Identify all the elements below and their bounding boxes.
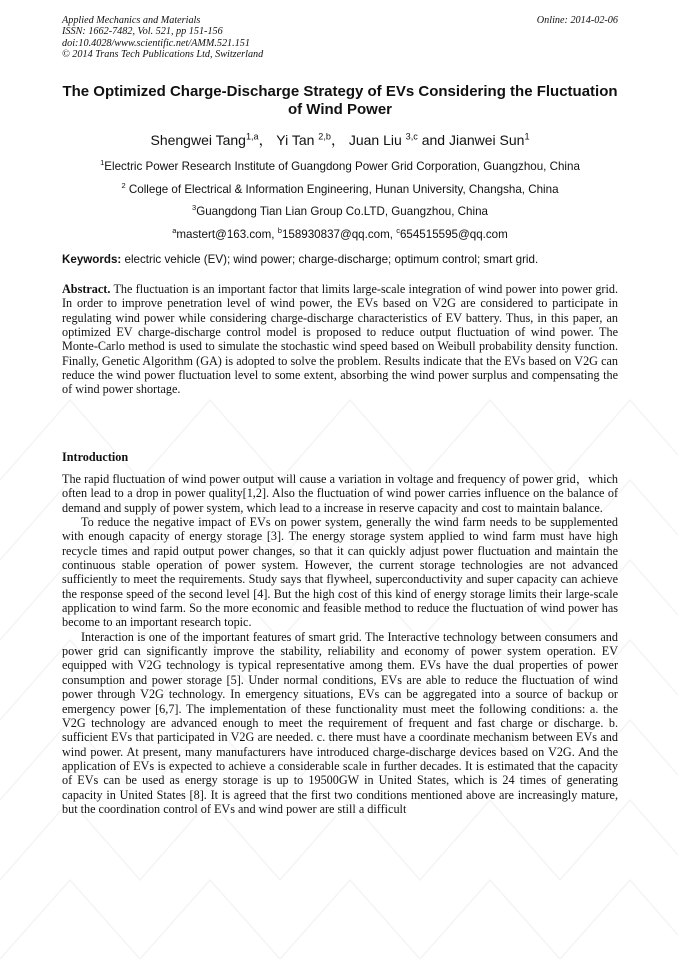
email-sup: c [396,226,400,236]
author-name: Jianwei Sun [448,132,525,148]
email-link[interactable]: mastert@163.com, [176,228,278,241]
keywords-text: electric vehicle (EV); wind power; charge-discharge; optimum control; smart grid. [121,253,539,266]
issn-line: ISSN: 1662-7482, Vol. 521, pp 151-156 [62,26,223,38]
keywords [62,253,618,267]
affiliation-3 [62,205,618,219]
author-list [62,131,618,149]
paragraph: To reduce the negative impact of EVs on power system, generally the wind farm needs to be supplemented with enough capacity of energy storage [3]. The energy storage system applied to wind farm must have high recycle times and rapid output power changes, so that it can quickly adjust power fluctuation and maintain the continuous stable operation of power system. However, the current storage technologies are not advanced sufficiently to meet the requirements. Study says that flywheel, superconductivity and super capacity can achieve the response speed of the second level [4]. But the high cost of this kind of energy storage limits their large-scale application to wind farm. So the more economic and feasible method to reduce the fluctuation of wind power has become to an important research topic. [62,515,618,630]
journal-header [62,15,618,61]
introduction-body [62,472,618,816]
affiliation-1 [62,160,618,174]
affiliation-sup: 2 [121,181,126,191]
abstract-label: Abstract. [62,282,111,296]
introduction-heading: Introduction [62,450,129,464]
email-link[interactable]: 158930837@qq.com, [281,228,397,241]
author-sup: 2,b [318,131,331,142]
affiliation-2 [62,183,618,197]
email-line [62,228,618,242]
author-name: Shengwei Tang [150,132,246,148]
affiliation-sup: 1 [100,158,105,168]
online-date: Online: 2014-02-06 [536,15,618,26]
affiliation-sup: 3 [192,203,197,213]
author-separator: ， [330,132,345,148]
author-separator: ， [258,132,273,148]
author-sup: 3,c [405,131,418,142]
affiliation-text: College of Electrical & Information Engineering, Hunan University, Changsha, China [125,183,559,196]
email-sup: a [172,226,177,236]
paper-title: The Optimized Charge-Discharge Strategy of EVs Considering the Fluctuation of Wind Power [62,83,618,118]
journal-name: Applied Mechanics and Materials [62,15,201,26]
abstract-text: The fluctuation is an important factor that limits large-scale integration of wind power into power grid. In order to improve penetration level of wind power, the EVs based on V2G are considered to participate in regulating wind power while considering charge-discharge characteristics of EV battery. Thus, in this paper, an optimized EV charge-discharge control model is proposed to reduce output fluctuation of wind power. The Monte-Carlo method is used to simulate the stochastic wind speed based on Weibull probability density function. Finally, Genetic Algorithm (GA) is adopted to solve the problem. Results indicate that the EVs based on V2G can reduce the wind power fluctuation level to some extent, absorbing the wind power surplus and compensating the of wind power shortage. [62,282,618,397]
affiliation-text: Electric Power Research Institute of Guangdong Power Grid Corporation, Guangzhou, China [104,160,580,173]
author-sup: 1 [524,131,530,142]
paragraph: The rapid fluctuation of wind power output will cause a variation in voltage and frequency of power grid，which often lead to a drop in power quality[1,2]. Also the fluctuation of wind power carries influence on the balance of demand and supply of power system, which lead to a increase in reserve capacity and cost to maintain balance. [62,472,618,515]
author-separator: and [417,132,449,148]
paragraph: Interaction is one of the important features of smart grid. The Interactive technology between consumers and power grid can significantly improve the stability, reliability and economy of power system operation. EV equipped with V2G technology is typical representative among them. EVs have the dual properties of power consumption and power storage [5]. Under normal conditions, EVs are able to reduce the fluctuation of wind power through V2G technology. In emergency situations, EVs can be aggregated into a source of backup or emergency power [6,7]. The implementation of these functionality must meet the following conditions: a. the V2G technology are advanced enough to meet the requirement of frequent and fast charge or discharge. b. sufficient EVs that participated in V2G are needed. c. there must have a coordinate mechanism between EVs and wind power. At present, many manufacturers have introduced charge-discharge devices based on V2G. And the application of EVs is expected to achieve a considerable scale in further decades. It is estimated that the capacity of EVs can be used as energy storage is up to 19500GW in United States, which is 24 times of generating capacity in United States [8]. It is agreed that the first two conditions mentioned above are increasingly mature, but the coordination control of EVs and wind power are still a difficult [62,629,618,816]
author-name: Yi Tan [276,132,319,148]
copyright-line: © 2014 Trans Tech Publications Ltd, Switzerland [62,49,264,61]
abstract [62,282,618,397]
author-name: Juan Liu [348,132,406,148]
email-link[interactable]: 654515595@qq.com [399,228,508,241]
email-sup: b [277,226,282,236]
doi-line: doi:10.4028/www.scientific.net/AMM.521.151 [62,37,250,49]
keywords-label: Keywords: [62,253,122,266]
author-sup: 1,a [245,131,259,142]
affiliation-text: Guangdong Tian Lian Group Co.LTD, Guangzhou, China [196,205,488,218]
